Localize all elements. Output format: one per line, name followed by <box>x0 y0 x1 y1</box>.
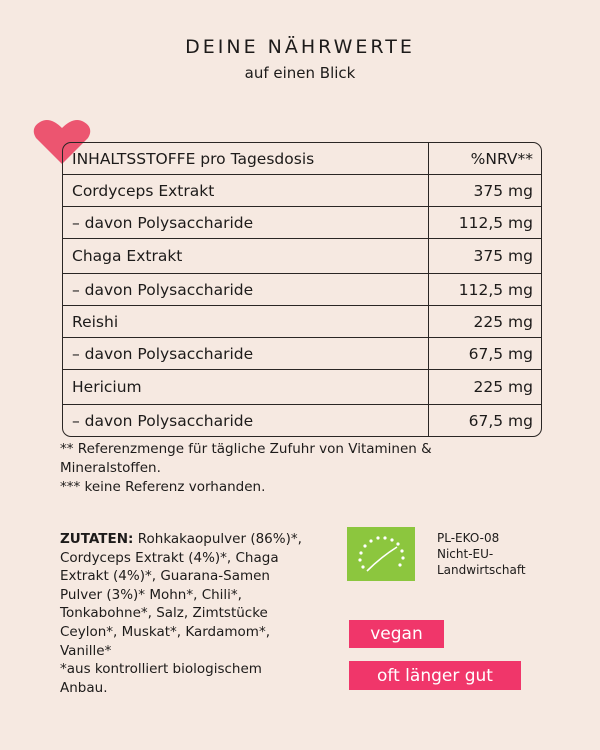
table-row <box>63 337 541 369</box>
eu-organic-leaf-icon <box>347 527 415 581</box>
note-nrv: ** Referenzmenge für tägliche Zufuhr von Vitaminen & Mineralstoffen. <box>60 441 432 476</box>
ingredient-name: – davon Polysaccharide <box>63 207 429 238</box>
nutrition-table <box>62 142 542 437</box>
ingredient-name: Chaga Extrakt <box>63 239 429 273</box>
ingredient-name: Reishi <box>63 306 429 337</box>
ingredient-amount: 225 mg <box>473 378 533 396</box>
certification-code: PL-EKO-08 <box>437 531 500 545</box>
ingredient-amount: 112,5 mg <box>458 213 533 232</box>
table-row <box>63 369 541 404</box>
table-row <box>63 404 541 436</box>
ingredient-name: Hericium <box>63 370 429 404</box>
ingredient-amount: 67,5 mg <box>468 411 533 430</box>
table-header-name: INHALTSSTOFFE pro Tagesdosis <box>63 143 429 174</box>
table-row <box>63 305 541 337</box>
page-title: DEINE NÄHRWERTE <box>185 36 415 58</box>
page-subtitle: auf einen Blick <box>244 64 356 82</box>
ingredient-amount: 112,5 mg <box>458 280 533 299</box>
table-row <box>63 206 541 238</box>
table-row <box>63 238 541 273</box>
table-row <box>63 174 541 206</box>
note-no-reference: *** keine Referenz vorhanden. <box>60 479 266 495</box>
table-header-row <box>63 143 541 174</box>
ingredient-name: – davon Polysaccharide <box>63 405 429 436</box>
organic-footnote: *aus kontrolliert biologischem Anbau. <box>60 661 262 696</box>
ingredient-amount: 67,5 mg <box>468 344 533 363</box>
origin-line-2: Landwirtschaft <box>437 563 526 577</box>
organic-certification <box>437 530 567 578</box>
ingredient-amount: 375 mg <box>473 181 533 200</box>
shelf-life-badge: oft länger gut <box>349 661 521 690</box>
ingredients-label: ZUTATEN: <box>60 531 134 547</box>
ingredient-name: – davon Polysaccharide <box>63 338 429 369</box>
ingredient-amount: 225 mg <box>473 312 533 331</box>
origin-line-1: Nicht-EU- <box>437 547 494 561</box>
table-header-value: %NRV** <box>470 149 533 168</box>
ingredients-block <box>60 530 310 697</box>
ingredient-name: Cordyceps Extrakt <box>63 175 429 206</box>
ingredient-name: – davon Polysaccharide <box>63 274 429 305</box>
vegan-badge: vegan <box>349 620 444 648</box>
table-row <box>63 273 541 305</box>
ingredients-text: Rohkakaopulver (86%)*, Cordyceps Extrakt (4%)*, Chaga Extrakt (4%)*, Guarana-Samen Pulver (3%)* Mohn*, Chili*, Tonkabohne*, Salz, Zimtstücke Ceylon*, Muskat*, Kardamom*, Vanille* <box>60 531 302 659</box>
reference-notes <box>60 440 480 497</box>
ingredient-amount: 375 mg <box>473 247 533 265</box>
